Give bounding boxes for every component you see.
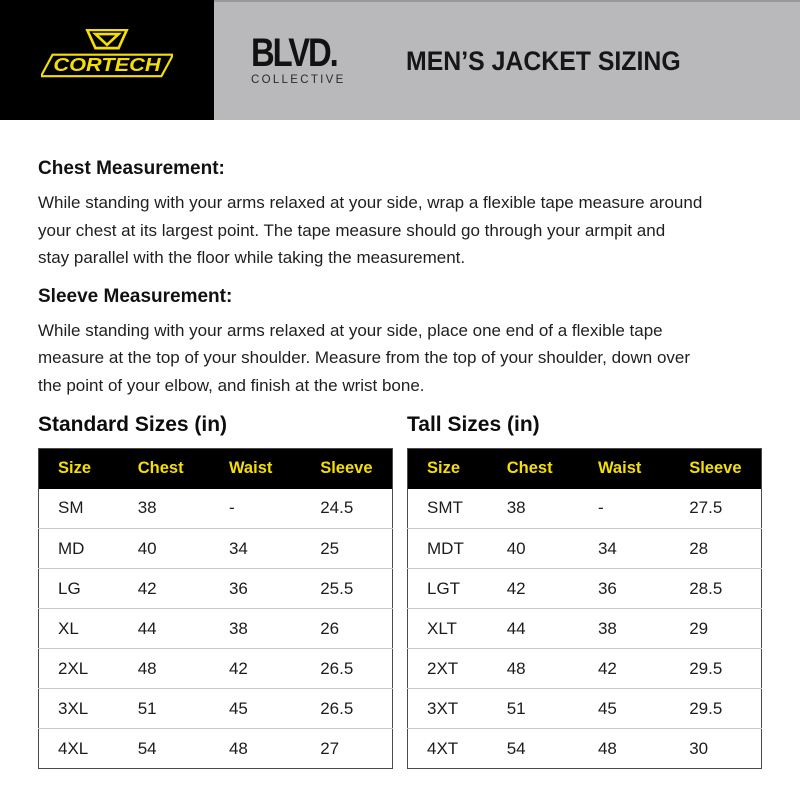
table-row	[39, 729, 393, 769]
column-header: Waist	[210, 449, 301, 489]
table-cell: 34	[210, 529, 301, 569]
sleeve-measurement-section	[38, 286, 770, 400]
table-cell: 44	[119, 609, 210, 649]
table-cell: 25.5	[301, 569, 392, 609]
table-cell: 2XL	[39, 649, 119, 689]
column-header: Sleeve	[670, 449, 761, 489]
table-cell: 26.5	[301, 649, 392, 689]
table-cell: XL	[39, 609, 119, 649]
table-row	[408, 569, 762, 609]
table-cell: 38	[488, 489, 579, 529]
chest-measurement-section	[38, 158, 770, 272]
table-cell: 38	[579, 609, 670, 649]
table-cell: 29.5	[670, 649, 761, 689]
paragraph-line: While standing with your arms relaxed at your side, place one end of a flexible tape	[38, 320, 663, 340]
table-cell: 30	[670, 729, 761, 769]
column-header: Chest	[119, 449, 210, 489]
table-cell: 34	[579, 529, 670, 569]
table-cell: 29.5	[670, 689, 761, 729]
cortech-wordmark-text: CORTECH	[53, 54, 162, 75]
table-row	[408, 529, 762, 569]
table-cell: 27.5	[670, 489, 761, 529]
table-cell: 54	[119, 729, 210, 769]
blvd-collective-logo	[251, 31, 356, 86]
size-table	[38, 448, 393, 769]
paragraph-line: measure at the top of your shoulder. Measure from the top of your shoulder, down over	[38, 348, 691, 367]
table-row	[39, 489, 393, 529]
table-cell: -	[579, 489, 670, 529]
column-header: Waist	[579, 449, 670, 489]
table-row	[39, 529, 393, 569]
cortech-shield-icon	[87, 29, 127, 47]
paragraph-line: While standing with your arms relaxed at your side, wrap a flexible tape measure around	[38, 193, 703, 212]
tall-sizes-table	[407, 413, 762, 769]
table-row	[39, 569, 393, 609]
table-title: Tall Sizes (in)	[407, 413, 540, 436]
paragraph-line: your chest at its largest point. The tape measure should go through your armpit and	[38, 220, 666, 240]
section-heading: Sleeve Measurement:	[38, 285, 233, 307]
column-header: Size	[408, 449, 488, 489]
table-row	[408, 729, 762, 769]
table-cell: 38	[210, 609, 301, 649]
table-cell: MD	[39, 529, 119, 569]
table-cell: 4XL	[39, 729, 119, 769]
table-cell: 4XT	[408, 729, 488, 769]
cortech-logo-block	[0, 0, 214, 120]
sizing-tables	[0, 413, 800, 769]
table-cell: 24.5	[301, 489, 392, 529]
brand-header	[0, 0, 800, 120]
table-header-row	[408, 449, 762, 489]
table-cell: 29	[670, 609, 761, 649]
table-cell: 51	[488, 689, 579, 729]
table-cell: 42	[579, 649, 670, 689]
table-cell: 54	[488, 729, 579, 769]
table-cell: 38	[119, 489, 210, 529]
table-cell: 51	[119, 689, 210, 729]
table-cell: 42	[210, 649, 301, 689]
table-cell: 36	[210, 569, 301, 609]
table-cell: MDT	[408, 529, 488, 569]
table-cell: 48	[579, 729, 670, 769]
table-cell: 48	[210, 729, 301, 769]
table-cell: 26	[301, 609, 392, 649]
table-cell: 28.5	[670, 569, 761, 609]
table-row	[39, 689, 393, 729]
paragraph-line: the point of your elbow, and finish at the wrist bone.	[38, 375, 425, 395]
table-cell: 45	[210, 689, 301, 729]
table-cell: 2XT	[408, 649, 488, 689]
table-cell: 25	[301, 529, 392, 569]
table-header-row	[39, 449, 393, 489]
table-row	[408, 649, 762, 689]
paragraph-line: stay parallel with the floor while taking the measurement.	[38, 248, 466, 267]
table-cell: LG	[39, 569, 119, 609]
table-cell: 28	[670, 529, 761, 569]
section-heading: Chest Measurement:	[38, 158, 225, 179]
table-cell: 42	[488, 569, 579, 609]
table-cell: 36	[579, 569, 670, 609]
table-cell: 44	[488, 609, 579, 649]
measurement-instructions	[0, 120, 800, 399]
table-cell: 3XT	[408, 689, 488, 729]
section-paragraph	[38, 317, 770, 400]
cortech-wordmark-plate	[41, 54, 173, 75]
table-cell: 48	[488, 649, 579, 689]
table-cell: LGT	[408, 569, 488, 609]
page-title: MEN’S JACKET SIZING	[405, 45, 681, 76]
table-cell: SM	[39, 489, 119, 529]
section-paragraph	[38, 189, 770, 272]
table-cell: 27	[301, 729, 392, 769]
table-cell: 40	[119, 529, 210, 569]
table-cell: 48	[119, 649, 210, 689]
table-title: Standard Sizes (in)	[38, 413, 228, 436]
size-table	[407, 448, 762, 769]
table-row	[408, 689, 762, 729]
table-cell: 3XL	[39, 689, 119, 729]
column-header: Size	[39, 449, 119, 489]
table-cell: XLT	[408, 609, 488, 649]
brand-banner	[214, 0, 800, 120]
table-cell: SMT	[408, 489, 488, 529]
table-row	[408, 489, 762, 529]
column-header: Chest	[488, 449, 579, 489]
table-row	[39, 649, 393, 689]
table-row	[39, 609, 393, 649]
column-header: Sleeve	[301, 449, 392, 489]
cortech-logo	[41, 29, 173, 92]
table-cell: -	[210, 489, 301, 529]
table-row	[408, 609, 762, 649]
table-cell: 40	[488, 529, 579, 569]
standard-sizes-table	[38, 413, 393, 769]
table-cell: 26.5	[301, 689, 392, 729]
blvd-subname: COLLECTIVE	[251, 74, 346, 86]
blvd-name: BLVD.	[251, 31, 337, 75]
table-cell: 42	[119, 569, 210, 609]
table-cell: 45	[579, 689, 670, 729]
